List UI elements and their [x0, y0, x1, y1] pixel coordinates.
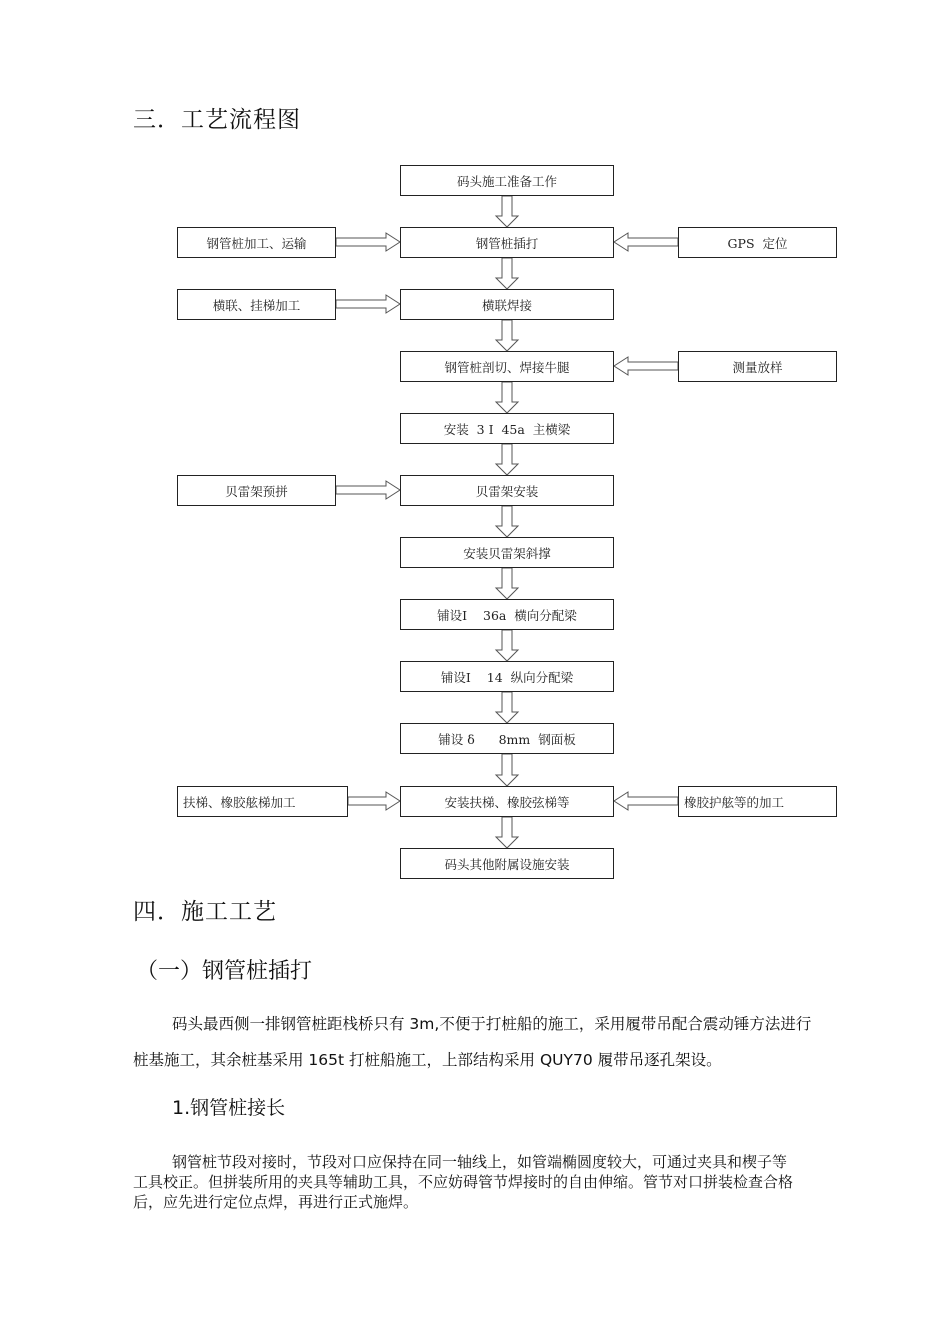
down-arrow [496, 630, 518, 661]
flow-side-gps-positioning: GPS 定位 [678, 227, 837, 258]
down-arrow [496, 754, 518, 786]
flow-step-steel-deck: 铺设 δ 8mm 钢面板 [400, 723, 614, 754]
right-arrow [336, 481, 400, 499]
down-arrow [496, 320, 518, 351]
flow-step-longitudinal-beam: 铺设Ⅰ 14 纵向分配梁 [400, 661, 614, 692]
flow-side-survey: 测量放样 [678, 351, 837, 382]
down-arrow [496, 817, 518, 848]
down-arrow [496, 258, 518, 289]
down-arrow [496, 382, 518, 413]
down-arrow [496, 568, 518, 599]
left-arrow [614, 233, 678, 251]
flow-side-bailey-preassembly: 贝雷架预拼 [177, 475, 336, 506]
flow-step-bracing-welding: 横联焊接 [400, 289, 614, 320]
flow-side-ladder-fabrication: 扶梯、橡胶舷梯加工 [177, 786, 348, 817]
right-arrow [348, 792, 400, 810]
paragraph-line: 码头最西侧一排钢管桩距栈桥只有 3m,不便于打桩船的施工，采用履带吊配合震动锤方法进行 [172, 1015, 812, 1033]
paragraph-line: 钢管桩节段对接时，节段对口应保持在同一轴线上，如管端椭圆度较大，可通过夹具和楔子等 [172, 1153, 788, 1171]
down-arrow [496, 692, 518, 723]
flow-step-main-beam: 安装 3 Ⅰ 45a 主横梁 [400, 413, 614, 444]
flow-step-bailey-bracing: 安装贝雷架斜撑 [400, 537, 614, 568]
paragraph-line: 工具校正。但拼装所用的夹具等辅助工具，不应妨碍管节焊接时的自由伸缩。管节对口拼装检查合格 [133, 1173, 794, 1191]
flow-side-pile-fabrication: 钢管桩加工、运输 [177, 227, 336, 258]
section-title-construction: 四．施工工艺 [133, 899, 277, 925]
down-arrow [496, 506, 518, 537]
subsection-title-pile-splicing: 1.钢管桩接长 [172, 1097, 286, 1119]
left-arrow [614, 792, 678, 810]
paragraph-line: 后，应先进行定位点焊，再进行正式施焊。 [133, 1193, 419, 1211]
flow-step-bailey-install: 贝雷架安装 [400, 475, 614, 506]
flow-side-fender-fabrication: 橡胶护舷等的加工 [678, 786, 837, 817]
left-arrow [614, 357, 678, 375]
flow-step-pile-driving: 钢管桩插打 [400, 227, 614, 258]
paragraph-line: 桩基施工，其余桩基采用 165t 打桩船施工，上部结构采用 QUY70 履带吊逐孔架设。 [133, 1051, 722, 1069]
down-arrow [496, 444, 518, 475]
right-arrow [336, 233, 400, 251]
flow-step-ladders: 安装扶梯、橡胶弦梯等 [400, 786, 614, 817]
down-arrow [496, 196, 518, 227]
flow-step-accessories: 码头其他附属设施安装 [400, 848, 614, 879]
flow-step-preparation: 码头施工准备工作 [400, 165, 614, 196]
flow-step-pile-cutting: 钢管桩剖切、焊接牛腿 [400, 351, 614, 382]
subsection-title-pile-driving: （一）钢管桩插打 [136, 959, 313, 984]
flow-side-bracing-fabrication: 横联、挂梯加工 [177, 289, 336, 320]
right-arrow [336, 295, 400, 313]
section-title-process-flow: 三．工艺流程图 [133, 107, 301, 133]
flow-step-transverse-beam: 铺设Ⅰ 36a 横向分配梁 [400, 599, 614, 630]
